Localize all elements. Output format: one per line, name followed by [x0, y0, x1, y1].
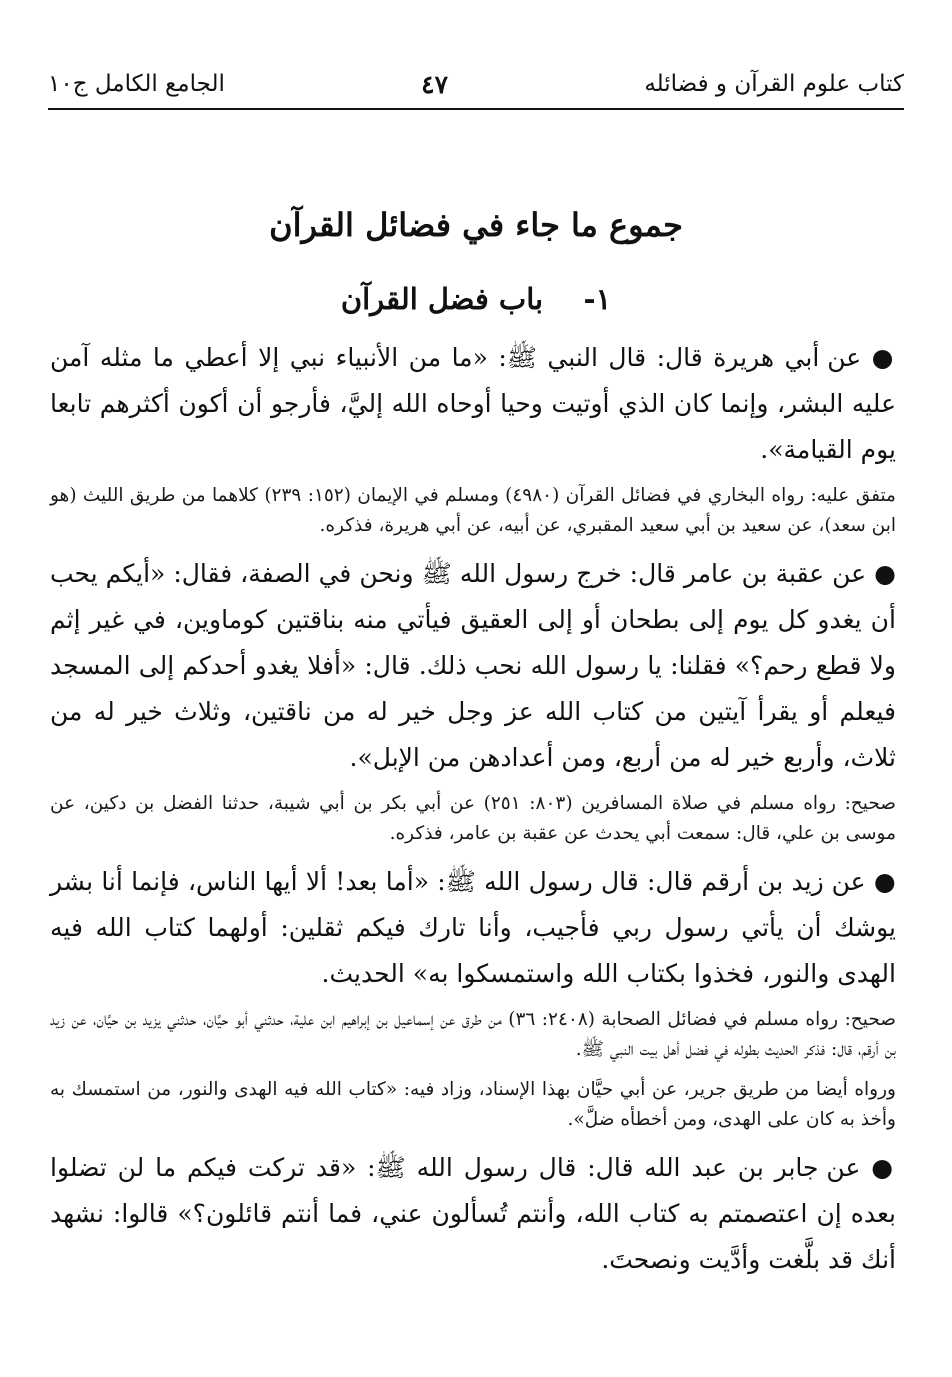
section-title: جموع ما جاء في فضائل القرآن [269, 206, 683, 244]
note-text: رواه مسلم في فضائل الصحابة (٢٤٠٨: ٣٦) من طرق عن إسماعيل بن إبراهيم ابن علية، حدثني أبو حيَّان، حدثني يزيد بن حيَّان، عن زيد بن أرقم، قال: فذكر الحديث بطوله في فضل أهل بيت النبي ﷺ. [50, 1009, 896, 1060]
series-title: الجامع الكامل ج١٠ [48, 71, 225, 97]
grading-label: متفق عليه: [810, 485, 896, 506]
chapter-title: باب فضل القرآن [340, 282, 544, 316]
hadith-text: عن زيد بن أرقم قال: قال رسول الله ﷺ: «أما بعد! ألا أيها الناس، فإنما أنا بشر يوشك أن يأتي رسول ربي فأجيب، وأنا تارك فيكم ثقلين: أولهما كتاب الله فيه الهدى والنور، فخذوا بكتاب الله واستمسكوا به» الحديث. [50, 867, 896, 988]
note-text: رواه البخاري في فضائل القرآن (٤٩٨٠) ومسلم في الإيمان (١٥٢: ٢٣٩) كلاهما من طريق الليث (هو ابن سعد)، عن سعيد بن أبي سعيد المقبري، عن أبيه، عن أبي هريرة، فذكره. [50, 485, 896, 536]
takhrij-note [50, 481, 896, 541]
takhrij-note [50, 789, 896, 849]
page-number: ٤٧ [421, 69, 449, 99]
hadith-paragraph [50, 1145, 896, 1283]
bullet-icon: ● [871, 343, 896, 372]
bullet-icon: ● [874, 559, 896, 588]
grading-label: صحيح: [844, 1009, 896, 1030]
book-title: كتاب علوم القرآن و فضائله [644, 71, 904, 97]
hadith-text: عن جابر بن عبد الله قال: قال رسول الله ﷺ: «قد تركت فيكم ما لن تضلوا بعده إن اعتصمتم به كتاب الله، وأنتم تُسألون عني، فما أنتم قائلون؟» قالوا: نشهد أنك قد بلَّغت وأدَّيت ونصحتَ. [50, 1153, 896, 1274]
bullet-icon: ● [871, 1153, 896, 1182]
chapter-number: ١- [583, 282, 612, 316]
hadith-paragraph [50, 335, 896, 473]
note-text: ورواه أيضا من طريق جرير، عن أبي حيَّان بهذا الإسناد، وزاد فيه: «كتاب الله فيه الهدى والنور، من استمسك به وأخذ به كان على الهدى، ومن أخطأه ضلَّ». [50, 1079, 896, 1130]
hadith-paragraph [50, 551, 896, 781]
page-header [48, 62, 904, 106]
page-body [50, 335, 896, 1289]
header-rule [48, 108, 904, 110]
hadith-text: عن عقبة بن عامر قال: خرج رسول الله ﷺ ونحن في الصفة، فقال: «أيكم يحب أن يغدو كل يوم إلى بطحان أو إلى العقيق فيأتي منه بناقتين كوماوين، في غير إثم ولا قطع رحم؟» فقلنا: يا رسول الله نحب ذلك. قال: «أفلا يغدو أحدكم إلى المسجد فيعلم أو يقرأ آيتين من كتاب الله عز وجل خير له من ناقتين، وثلاث خير له من ثلاث، وأربع خير له من أربع، ومن أعدادهن من الإبل». [50, 559, 896, 772]
hadith-text: عن أبي هريرة قال: قال النبي ﷺ: «ما من الأنبياء نبي إلا أعطي ما مثله آمن عليه البشر، وإنما كان الذي أوتيت وحيا أوحاه الله إليَّ، فأرجو أن أكون أكثرهم تابعا يوم القيامة». [50, 343, 896, 464]
takhrij-note [50, 1005, 896, 1065]
bullet-icon: ● [873, 867, 896, 896]
chapter-heading [40, 282, 912, 316]
takhrij-note [50, 1075, 896, 1135]
note-text: رواه مسلم في صلاة المسافرين (٨٠٣: ٢٥١) عن أبي بكر بن أبي شيبة، حدثنا الفضل بن دكين، عن موسى بن علي، قال: سمعت أبي يحدث عن عقبة بن عامر، فذكره. [50, 793, 896, 844]
grading-label: صحيح: [844, 793, 896, 814]
hadith-paragraph [50, 859, 896, 997]
